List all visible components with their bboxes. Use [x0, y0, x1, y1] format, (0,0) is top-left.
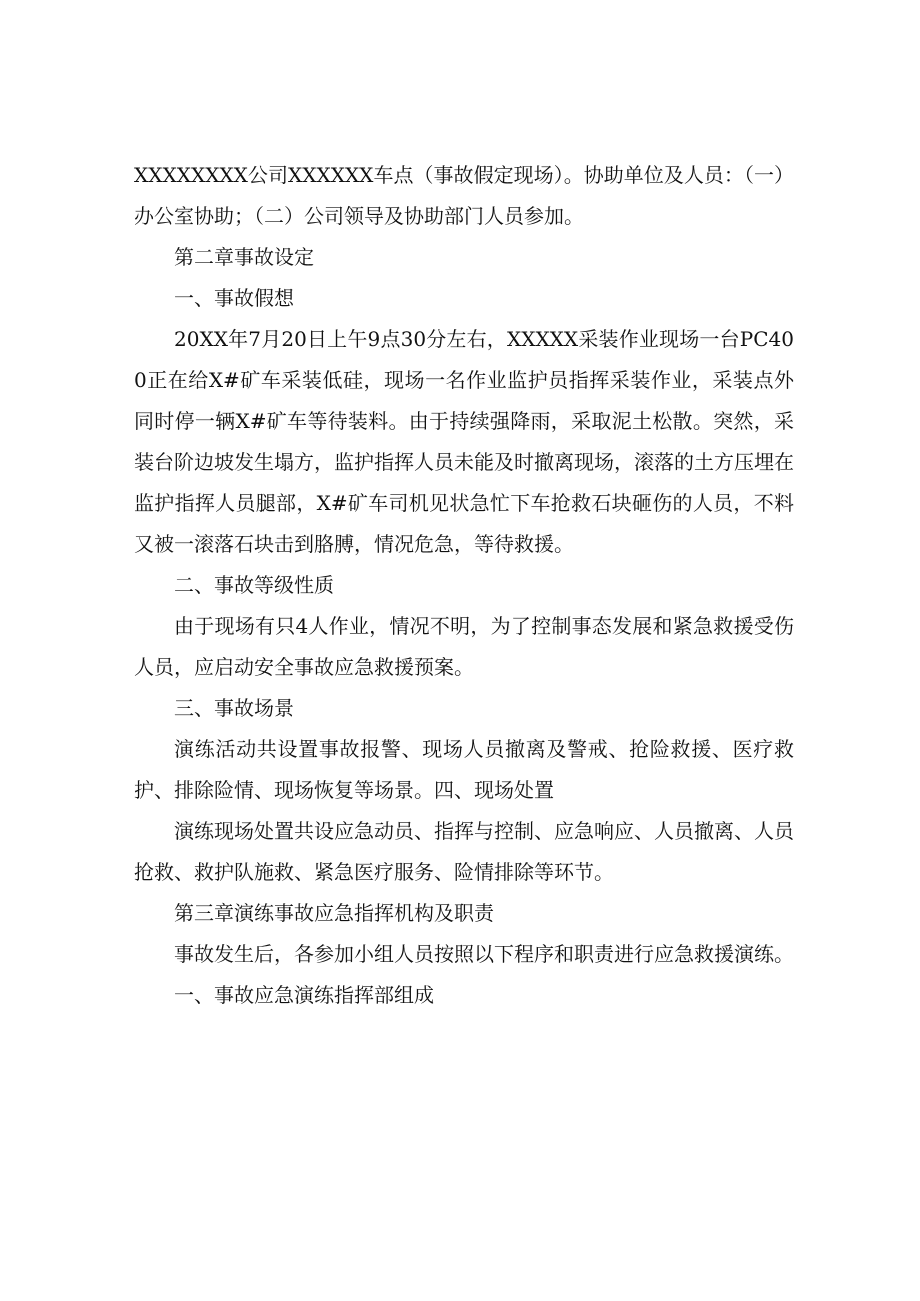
paragraph-location-and-units: XXXXXXXX公司XXXXXX车点（事故假定现场）。协助单位及人员：（一）办公室协助；（二）公司领导及协助部门人员参加。	[134, 163, 794, 228]
paragraph-accident-level: 由于现场有只4人作业，情况不明，为了控制事态发展和紧急救援受伤人员，应启动安全事故应急救援预案。	[134, 614, 794, 679]
paragraph-accident-scenes: 演练活动共设置事故报警、现场人员撤离及警戒、抢险救援、医疗救护、排除险情、现场恢复等场景。四、现场处置	[134, 737, 794, 802]
section-heading-accident-scenes: 三、事故场景	[174, 696, 294, 720]
paragraph-on-site-handling: 演练现场处置共设应急动员、指挥与控制、应急响应、人员撤离、人员抢救、救护队施救、紧急医疗服务、险情排除等环节。	[134, 819, 794, 884]
section-heading-accident-hypothesis: 一、事故假想	[174, 286, 294, 310]
chapter-heading-accident-setting: 第二章事故设定	[174, 245, 314, 269]
paragraph-command-intro: 事故发生后，各参加小组人员按照以下程序和职责进行应急救援演练。	[174, 942, 794, 966]
document-body	[134, 155, 794, 1016]
section-heading-command-composition: 一、事故应急演练指挥部组成	[174, 983, 434, 1007]
section-heading-accident-level: 二、事故等级性质	[174, 573, 334, 597]
chapter-heading-command-structure: 第三章演练事故应急指挥机构及职责	[174, 901, 494, 925]
paragraph-accident-hypothesis: 20XX年7月20日上午9点30分左右，XXXXX采装作业现场一台PC400正在给X#矿车采装低硅，现场一名作业监护员指挥采装作业，采装点外同时停一辆X#矿车等待装料。由于持续强降雨，采取泥土松散。突然，采装台阶边坡发生塌方，监护指挥人员未能及时撤离现场，滚落的土方压埋在监护指挥人员腿部，X#矿车司机见状急忙下车抢救石块砸伤的人员，不料又被一滚落石块击到胳膊，情况危急，等待救援。	[134, 327, 794, 556]
